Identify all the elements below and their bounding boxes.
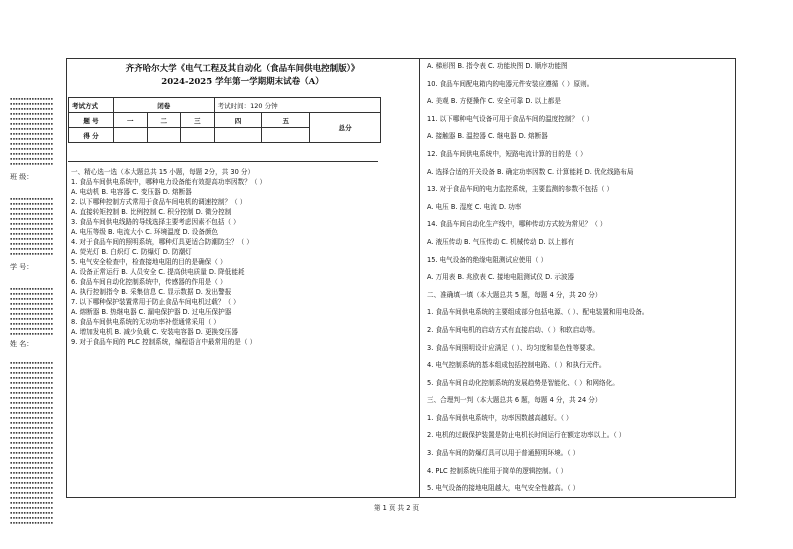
- question-line: 8. 食品车间供电系统的无功功率补偿通常采用（ ）: [71, 318, 220, 326]
- question-line: 2. 以下哪种控制方式常用于食品车间电机的调速控制？（ ）: [71, 198, 247, 206]
- option-line: A. 熔断器 B. 热继电器 C. 漏电保护器 D. 过电压保护器: [71, 308, 232, 316]
- question-line: 4. 电气控制系统的基本组成包括控制电路、（ ）和执行元件。: [427, 361, 606, 370]
- exam-type-value: 闭卷: [114, 98, 215, 113]
- total-score-header: 总分: [310, 113, 381, 143]
- option-line: A. 荧光灯 B. 白炽灯 C. 防爆灯 D. 防潮灯: [71, 248, 192, 256]
- column-divider: [419, 58, 420, 498]
- option-line: A. 增加发电机 B. 减少负载 C. 安装电容器 D. 更换变压器: [71, 328, 238, 336]
- question-line: 11. 以下哪种电气设备可用于食品车间的温度控制？（ ）: [427, 114, 594, 123]
- score-cell: [214, 128, 262, 143]
- question-line: 7. 以下哪种保护装置常用于防止食品车间电机过载？（ ）: [71, 298, 240, 306]
- score-cell: [262, 128, 310, 143]
- question-line: 1. 食品车间供电系统的主要组成部分包括电源、（ ）、配电装置和用电设备。: [427, 308, 649, 317]
- question-number-header: 题 号: [69, 113, 114, 128]
- exam-type-label: 考试方式: [69, 98, 114, 113]
- section-2-header: 二: [147, 113, 181, 128]
- binding-dots-1: ▪▪▪▪▪▪▪▪▪▪▪▪▪▪▪▪ ▪▪▪▪▪▪▪▪▪▪▪▪▪▪▪▪ ▪▪▪▪▪▪▪▪▪▪▪▪▪▪▪▪ ▪▪▪▪▪▪▪▪▪▪▪▪▪▪▪▪ ▪▪▪▪▪▪▪▪▪▪▪▪▪▪▪▪ ▪▪▪▪▪▪▪▪▪▪▪▪▪▪▪▪ ▪▪▪▪▪▪▪▪▪▪▪▪▪▪▪▪ ▪▪▪▪▪▪▪▪▪▪▪▪▪▪▪▪ ▪▪▪▪▪▪▪▪▪▪▪▪▪▪▪▪ ▪▪▪▪▪▪▪▪▪▪▪▪▪▪▪▪ ▪▪▪▪▪▪▪▪▪▪▪▪▪▪▪▪ ▪▪▪▪▪▪▪▪▪▪▪▪▪▪▪▪ ▪▪▪▪▪▪▪▪▪▪▪▪▪▪▪▪ ▪▪▪▪▪▪▪▪▪▪▪▪▪▪▪▪: [10, 96, 54, 166]
- question-line: 3. 食品车间供电线路的导线选择主要考虑因素不包括（ ）: [71, 218, 240, 226]
- question-line: 14. 食品车间自动化生产线中，哪种传动方式较为常见？（ ）: [427, 220, 607, 229]
- question-line: 1. 食品车间供电系统中，哪种电力设备能有效提高功率因数？（ ）: [71, 178, 267, 186]
- exam-title-line2: 2024-2025 学年第一学期期末试卷（A）: [161, 77, 324, 87]
- class-label: 班 级：: [10, 173, 34, 181]
- question-line: 13. 对于食品车间的电力监控系统，主要监测的参数不包括（ ）: [427, 185, 614, 194]
- section-heading: 三、合理判一判（本大题总共 6 题，每题 4 分，共 24 分）: [427, 396, 602, 405]
- section-5-header: 五: [262, 113, 310, 128]
- question-line: 2. 电机的过载保护装置是防止电机长时间运行在额定功率以上。（ ）: [427, 431, 626, 440]
- question-line: 3. 食品车间的防爆灯具可以用于普通照明环境。（ ）: [427, 449, 580, 458]
- binding-dots-4: ▪▪▪▪▪▪▪▪▪▪▪▪▪▪▪▪ ▪▪▪▪▪▪▪▪▪▪▪▪▪▪▪▪ ▪▪▪▪▪▪▪▪▪▪▪▪▪▪▪▪ ▪▪▪▪▪▪▪▪▪▪▪▪▪▪▪▪ ▪▪▪▪▪▪▪▪▪▪▪▪▪▪▪▪ ▪▪▪▪▪▪▪▪▪▪▪▪▪▪▪▪ ▪▪▪▪▪▪▪▪▪▪▪▪▪▪▪▪ ▪▪▪▪▪▪▪▪▪▪▪▪▪▪▪▪ ▪▪▪▪▪▪▪▪▪▪▪▪▪▪▪▪ ▪▪▪▪▪▪▪▪▪▪▪▪▪▪▪▪ ▪▪▪▪▪▪▪▪▪▪▪▪▪▪▪▪ ▪▪▪▪▪▪▪▪▪▪▪▪▪▪▪▪ ▪▪▪▪▪▪▪▪▪▪▪▪▪▪▪▪ ▪▪▪▪▪▪▪▪▪▪▪▪▪▪▪▪ ▪▪▪▪▪▪▪▪▪▪▪▪▪▪▪▪ ▪▪▪▪▪▪▪▪▪▪▪▪▪▪▪▪ ▪▪▪▪▪▪▪▪▪▪▪▪▪▪▪▪ ▪▪▪▪▪▪▪▪▪▪▪▪▪▪▪▪ ▪▪▪▪▪▪▪▪▪▪▪▪▪▪▪▪ ▪▪▪▪▪▪▪▪▪▪▪▪▪▪▪▪ ▪▪▪▪▪▪▪▪▪▪▪▪▪▪▪▪ ▪▪▪▪▪▪▪▪▪▪▪▪▪▪▪▪ ▪▪▪▪▪▪▪▪▪▪▪▪▪▪▪▪ ▪▪▪▪▪▪▪▪▪▪▪▪▪▪▪▪ ▪▪▪▪▪▪▪▪▪▪▪▪▪▪▪▪ ▪▪▪▪▪▪▪▪▪▪▪▪▪▪▪▪ ▪▪▪▪▪▪▪▪▪▪▪▪▪▪▪▪ ▪▪▪▪▪▪▪▪▪▪▪▪▪▪▪▪ ▪▪▪▪▪▪▪▪▪▪▪▪▪▪▪▪ ▪▪▪▪▪▪▪▪▪▪▪▪▪▪▪▪ ▪▪▪▪▪▪▪▪▪▪▪▪▪▪▪▪ ▪▪▪▪▪▪▪▪▪▪▪▪▪▪▪▪ ▪▪▪▪▪▪▪▪▪▪▪▪▪▪▪▪: [10, 360, 54, 525]
- score-cell: [114, 128, 148, 143]
- question-line: 9. 对于食品车间的 PLC 控制系统，编程语言中最常用的是（ ）: [71, 338, 257, 346]
- option-line: A. 液压传动 B. 气压传动 C. 机械传动 D. 以上都有: [427, 237, 575, 246]
- page-number: 第 1 页 共 2 页: [373, 504, 420, 512]
- question-line: 5. 食品车间自动化控制系统的发展趋势是智能化、（ ）和网络化。: [427, 378, 619, 387]
- question-line: 5. 电气设备的接地电阻越大，电气安全性越高。（ ）: [427, 484, 580, 493]
- left-column: [71, 167, 266, 347]
- student-id-label: 学 号：: [10, 263, 34, 271]
- exam-time: 考试时间：120 分钟: [214, 98, 380, 113]
- score-row-label: 得 分: [69, 128, 114, 143]
- option-line: A. 电压等级 B. 电流大小 C. 环境温度 D. 设备颜色: [71, 228, 219, 236]
- question-line: 1. 食品车间供电系统中，功率因数越高越好。（ ）: [427, 413, 573, 422]
- name-label: 姓 名：: [10, 340, 34, 348]
- option-line: A. 电动机 B. 电容器 C. 变压器 D. 熔断器: [71, 188, 192, 196]
- score-cell: [181, 128, 215, 143]
- option-line: A. 美观 B. 方便操作 C. 安全可靠 D. 以上都是: [427, 97, 561, 106]
- section-heading: 二、准确填一填（本大题总共 5 题，每题 4 分，共 20 分）: [427, 290, 602, 299]
- option-line: A. 选择合适的开关设备 B. 确定功率因数 C. 计算能耗 D. 优化线路布局: [427, 167, 634, 176]
- question-line: 5. 电气安全检查中，检查接地电阻的目的是确保（ ）: [71, 258, 227, 266]
- option-line: A. 设备正常运行 B. 人员安全 C. 提高供电质量 D. 降低能耗: [71, 268, 245, 276]
- section-4-header: 四: [214, 113, 262, 128]
- score-table: [68, 97, 381, 143]
- section-heading: 一、精心选一选（本大题总共 15 小题，每题 2分，共 30 分）: [71, 168, 255, 176]
- option-line: A. 梯形图 B. 指令表 C. 功能块图 D. 顺序功能图: [427, 62, 568, 70]
- score-cell: [147, 128, 181, 143]
- question-line: 15. 电气设备的绝缘电阻测试应使用（ ）: [427, 255, 548, 264]
- question-line: 12. 食品车间供电系统中，短路电流计算的目的是（ ）: [427, 149, 587, 158]
- question-line: 4. PLC 控制系统只能用于简单的逻辑控制。（ ）: [427, 466, 568, 475]
- section-1-header: 一: [114, 113, 148, 128]
- section-3-header: 三: [181, 113, 215, 128]
- question-line: 3. 食品车间照明设计应满足（ ）、均匀度和显色性等要求。: [427, 343, 600, 352]
- binding-dots-2: ▪▪▪▪▪▪▪▪▪▪▪▪▪▪▪▪ ▪▪▪▪▪▪▪▪▪▪▪▪▪▪▪▪ ▪▪▪▪▪▪▪▪▪▪▪▪▪▪▪▪ ▪▪▪▪▪▪▪▪▪▪▪▪▪▪▪▪ ▪▪▪▪▪▪▪▪▪▪▪▪▪▪▪▪ ▪▪▪▪▪▪▪▪▪▪▪▪▪▪▪▪ ▪▪▪▪▪▪▪▪▪▪▪▪▪▪▪▪ ▪▪▪▪▪▪▪▪▪▪▪▪▪▪▪▪ ▪▪▪▪▪▪▪▪▪▪▪▪▪▪▪▪ ▪▪▪▪▪▪▪▪▪▪▪▪▪▪▪▪ ▪▪▪▪▪▪▪▪▪▪▪▪▪▪▪▪ ▪▪▪▪▪▪▪▪▪▪▪▪▪▪▪▪: [10, 196, 54, 256]
- question-line: 2. 食品车间电机的启动方式有直接启动、（ ）和软启动等。: [427, 325, 600, 334]
- option-line: A. 万用表 B. 兆欧表 C. 接地电阻测试仪 D. 示波器: [427, 273, 575, 282]
- option-line: A. 执行控制指令 B. 采集信息 C. 显示数据 D. 发出警报: [71, 288, 232, 296]
- table-underline: [68, 161, 378, 162]
- option-line: A. 电压 B. 湿度 C. 电流 D. 功率: [427, 202, 522, 211]
- right-column: [427, 61, 648, 501]
- question-line: 4. 对于食品车间的照明系统，哪种灯具更适合防潮防尘？（ ）: [71, 238, 253, 246]
- option-line: A. 直接转矩控制 B. 比例控制 C. 积分控制 D. 微分控制: [71, 208, 232, 216]
- option-line: A. 接触器 B. 温控器 C. 继电器 D. 熔断器: [427, 132, 548, 141]
- exam-title-line1: 齐齐哈尔大学《电气工程及其自动化（食品车间供电控制版）》: [125, 64, 360, 74]
- binding-dots-3: ▪▪▪▪▪▪▪▪▪▪▪▪▪▪▪▪ ▪▪▪▪▪▪▪▪▪▪▪▪▪▪▪▪ ▪▪▪▪▪▪▪▪▪▪▪▪▪▪▪▪ ▪▪▪▪▪▪▪▪▪▪▪▪▪▪▪▪ ▪▪▪▪▪▪▪▪▪▪▪▪▪▪▪▪ ▪▪▪▪▪▪▪▪▪▪▪▪▪▪▪▪ ▪▪▪▪▪▪▪▪▪▪▪▪▪▪▪▪ ▪▪▪▪▪▪▪▪▪▪▪▪▪▪▪▪ ▪▪▪▪▪▪▪▪▪▪▪▪▪▪▪▪ ▪▪▪▪▪▪▪▪▪▪▪▪▪▪▪▪: [10, 286, 54, 336]
- question-line: 6. 食品车间自动化控制系统中，传感器的作用是（ ）: [71, 278, 227, 286]
- question-line: 10. 食品车间配电箱内的电器元件安装应遵循（ ）原则。: [427, 79, 594, 88]
